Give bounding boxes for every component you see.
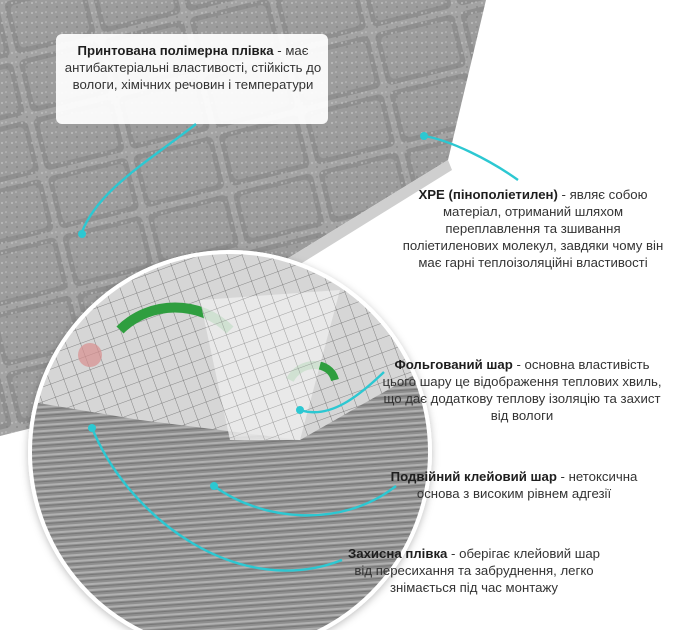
xpe-description [398, 186, 668, 271]
glue-title: Подвійний клейовий шар [390, 469, 557, 484]
protect-marker-dot [88, 424, 96, 432]
foil-title: Фольгований шар [394, 357, 513, 372]
film-marker-dot [78, 230, 86, 238]
foil-marker-dot [296, 406, 304, 414]
protect-text: - оберігає клейовий шар від пересихання та забруднення, легко знімається під час монтажу [354, 546, 600, 595]
xpe-marker-dot [420, 132, 428, 140]
protect-title: Захисна плівка [348, 546, 448, 561]
glue-marker-dot [210, 482, 218, 490]
glue-description [386, 468, 642, 502]
xpe-text: - являє собою матеріал, отриманий шляхом переплавлення та зшивання поліетиленових молекул, завдяки чому він має гарні теплоізоляційні властивості [402, 187, 664, 270]
foil-description [380, 356, 664, 424]
film-text: - має антибактеріальні властивості, стійкість до вологи, хімічних речовин і температури [64, 43, 322, 92]
protect-description [346, 545, 602, 596]
xpe-title: XPE (пінополіетилен) [418, 187, 558, 202]
film-title: Принтована полімерна плівка [77, 43, 274, 58]
foil-text: - основна властивість цього шару це відображення теплових хвиль, що дає додаткову теплову ізоляцію та захист від вологи [382, 357, 662, 423]
film-description [58, 42, 328, 93]
glue-text: - нетоксична основа з високим рівнем адгезії [416, 469, 638, 501]
